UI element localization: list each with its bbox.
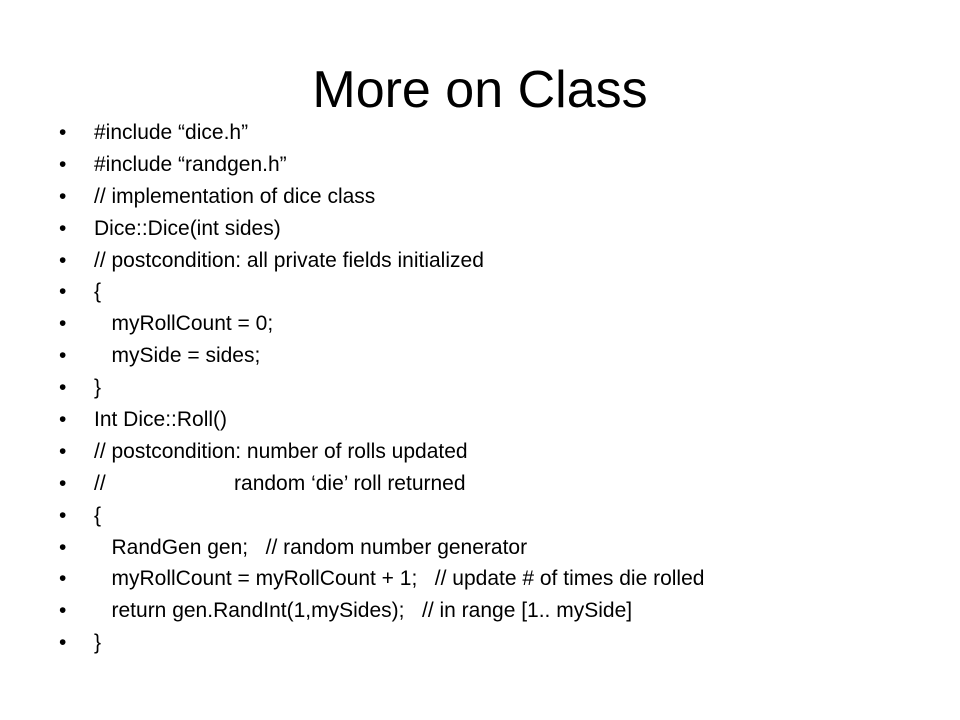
bullet-marker: • (59, 184, 67, 208)
bullet-text: } (94, 376, 102, 400)
bullet-text: return gen.RandInt(1,mySides); // in range [1.. mySide] (94, 599, 633, 623)
bullet-marker: • (59, 121, 67, 144)
bullet-marker: • (59, 344, 67, 368)
bullet-text: #include “dice.h” (94, 121, 249, 144)
slide-title: More on Class (312, 61, 648, 119)
bullet-marker: • (59, 439, 67, 463)
bullet-text: #include “randgen.h” (94, 152, 287, 176)
bullet-text: // postcondition: all private fields initialized (94, 248, 484, 272)
bullet-text: myRollCount = myRollCount + 1; // update # of times die rolled (94, 567, 705, 591)
bullet-marker: • (59, 599, 67, 623)
bullet-marker: • (59, 408, 67, 432)
bullet-marker: • (59, 216, 67, 240)
bullet-marker: • (59, 376, 67, 400)
bullet-text: // postcondition: number of rolls updated (94, 439, 468, 463)
bullet-text: mySide = sides; (94, 344, 261, 368)
bullet-text: myRollCount = 0; (94, 312, 274, 336)
bullet-text: { (94, 503, 102, 527)
bullet-marker: • (59, 248, 67, 272)
bullet-text: // random ‘die’ roll returned (94, 471, 466, 495)
bullet-marker: • (59, 535, 67, 559)
bullet-marker: • (59, 312, 67, 336)
bullet-marker: • (59, 471, 67, 495)
bullet-marker: • (59, 280, 67, 304)
bullet-text: Int Dice::Roll() (94, 408, 228, 432)
bullet-text: } (94, 631, 102, 655)
bullet-marker: • (59, 503, 67, 527)
bullet-text: RandGen gen; // random number generator (94, 535, 528, 559)
bullet-marker: • (59, 152, 67, 176)
bullet-marker: • (59, 567, 67, 591)
bullet-marker: • (59, 631, 67, 655)
bullet-text: { (94, 280, 102, 304)
bullet-text: // implementation of dice class (94, 184, 376, 208)
bullet-text: Dice::Dice(int sides) (94, 216, 281, 240)
